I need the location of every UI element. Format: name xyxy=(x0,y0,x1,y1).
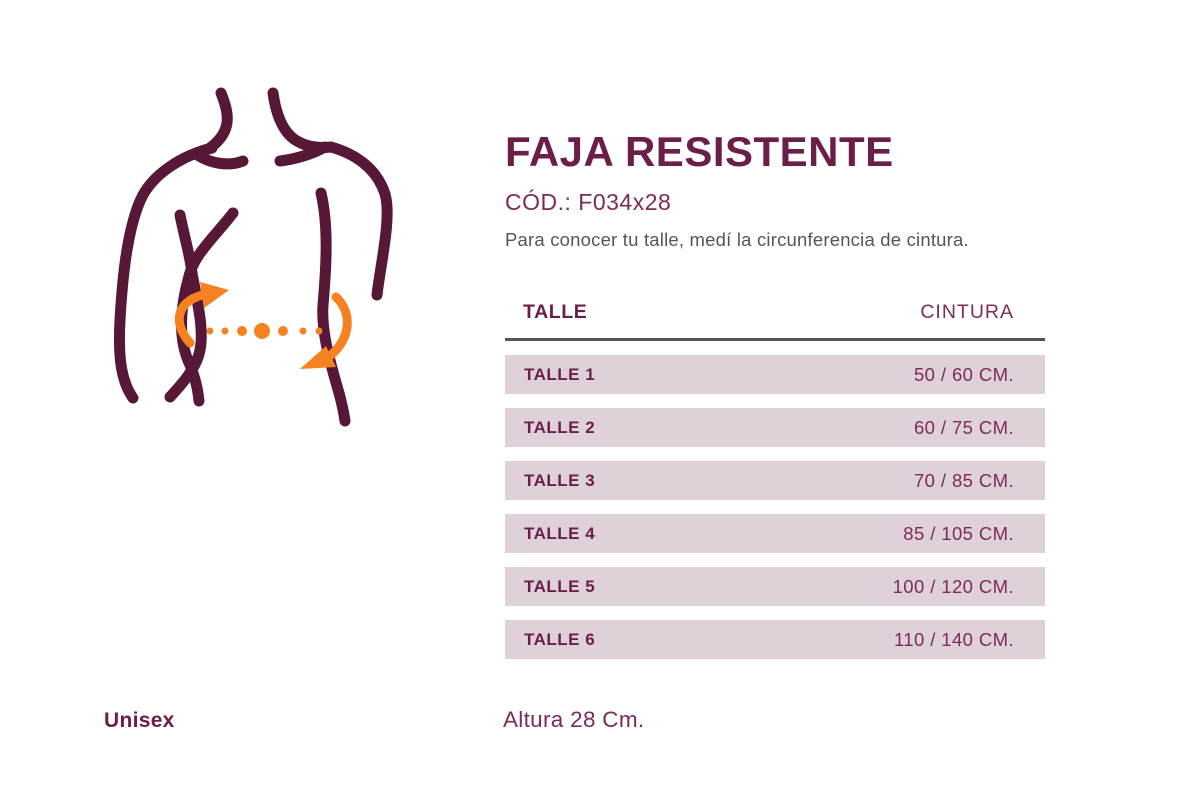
height-label: Altura 28 Cm. xyxy=(503,707,645,732)
table-row xyxy=(505,514,1045,553)
waist-value: 60 / 75 CM. xyxy=(913,416,1014,438)
torso-outline-icon xyxy=(119,93,387,421)
product-code: CÓD.: F034x28 xyxy=(505,189,672,215)
waist-dotted-line-icon xyxy=(207,323,323,339)
table-row xyxy=(505,620,1045,659)
size-label: TALLE 2 xyxy=(524,417,596,437)
gender-label: Unisex xyxy=(104,709,175,732)
waist-value: 100 / 120 CM. xyxy=(892,575,1014,597)
measure-instruction: Para conocer tu talle, medí la circunferencia de cintura. xyxy=(505,229,969,250)
size-label: TALLE 5 xyxy=(524,576,596,596)
table-row xyxy=(505,567,1045,606)
torso-measurement-illustration xyxy=(90,55,420,427)
table-row xyxy=(505,408,1045,447)
waist-column-header: CINTURA xyxy=(920,301,1014,323)
waist-value: 70 / 85 CM. xyxy=(913,469,1014,491)
table-row xyxy=(505,461,1045,500)
waist-value: 110 / 140 CM. xyxy=(893,628,1014,650)
table-row xyxy=(505,355,1045,394)
size-column-header: TALLE xyxy=(523,301,588,323)
table-divider xyxy=(505,338,1045,341)
size-label: TALLE 6 xyxy=(524,629,596,649)
page-title: FAJA RESISTENTE xyxy=(505,128,894,175)
size-table xyxy=(505,301,1045,659)
waist-value: 50 / 60 CM. xyxy=(913,363,1014,385)
size-label: TALLE 1 xyxy=(524,364,596,384)
size-label: TALLE 4 xyxy=(524,523,596,543)
size-table-header xyxy=(505,301,1045,325)
size-label: TALLE 3 xyxy=(524,470,596,490)
waist-value: 85 / 105 CM. xyxy=(903,522,1014,544)
